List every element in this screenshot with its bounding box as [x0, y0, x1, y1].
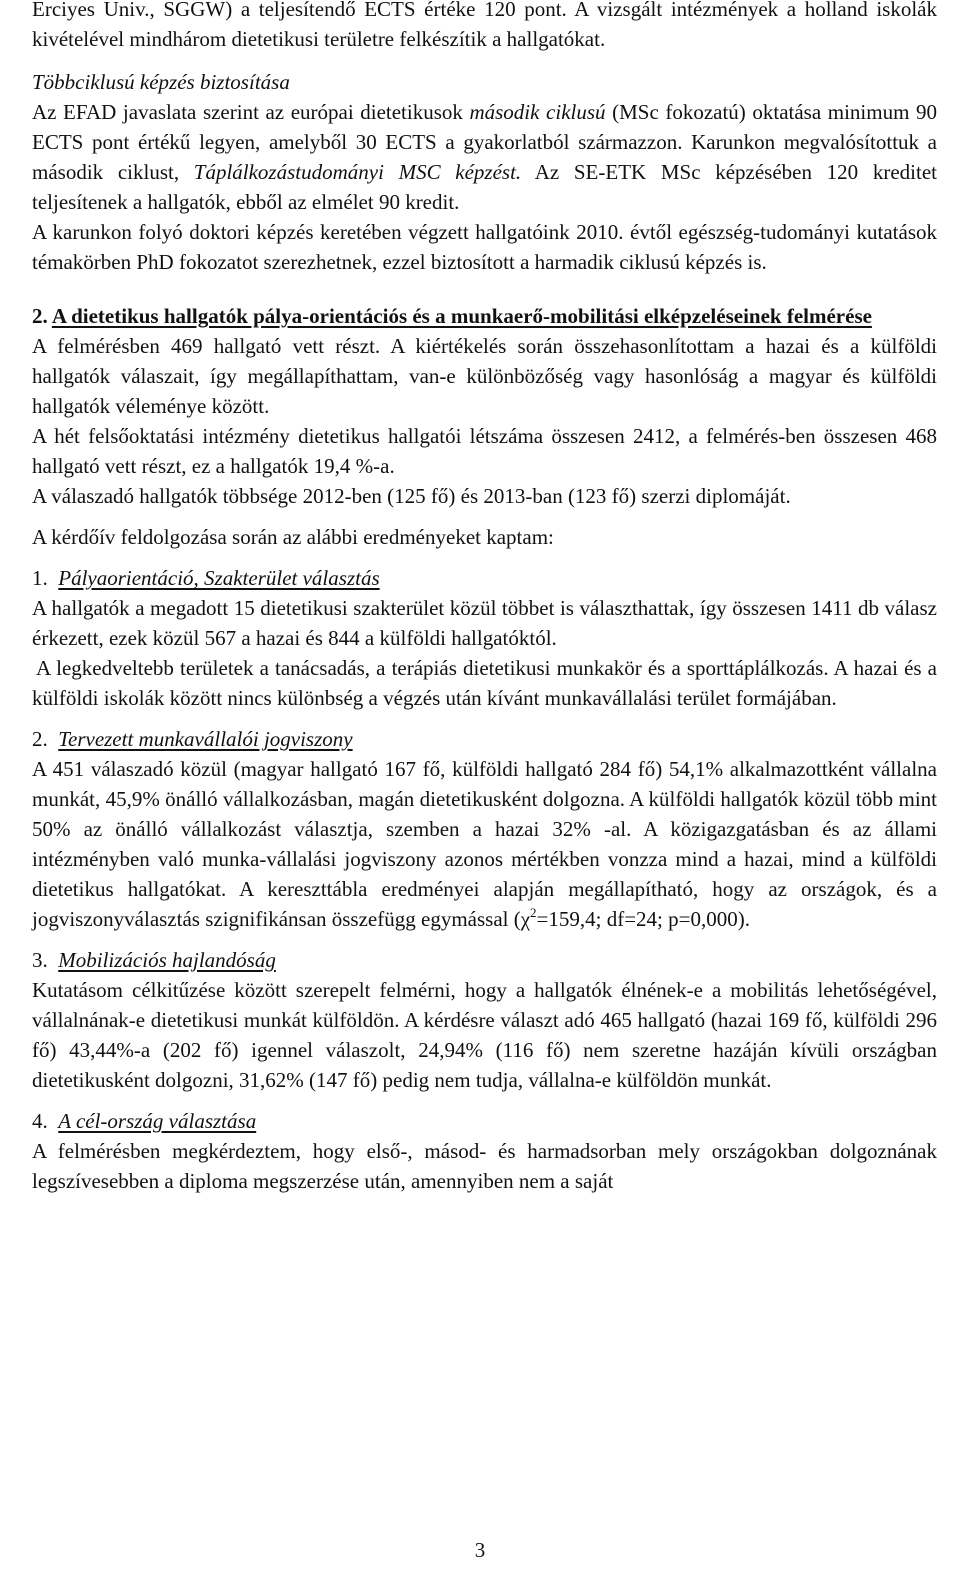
subsection-4-number: 4. [32, 1109, 48, 1133]
subsection-2-title: Tervezett munkavállalói jogviszony [58, 727, 353, 751]
msc-emphasis-2: Táplálkozástudományi MSC képzést. [193, 160, 522, 184]
subsection-1-heading [32, 563, 937, 593]
subsection-2-paragraph [32, 754, 937, 934]
phd-paragraph: A karunkon folyó doktori képzés keretében végzett hallgatóink 2010. évtől egészség-tudományi kutatások témakörben PhD fokozatot szerezhetnek, ezzel biztosított a harmadik ciklusú képzés is. [32, 220, 937, 274]
subsection-1-number: 1. [32, 566, 48, 590]
msc-text-2: (MSc fokozatú) oktatása minimum 90 ECTS pont értékű legyen, amelyből 30 ECTS a gyakorlatból származzon. Karunkon megvalósítottuk a második ciklust, [32, 100, 937, 184]
subsection-2-heading [32, 724, 937, 754]
subsection-1-paragraph-1: A hallgatók a megadott 15 dietetikusi szakterület közül többet is választhattak, így összesen 1411 db válasz érkezett, ezek közül 567 a hazai és 844 a külföldi hallgatóktól. [32, 596, 937, 650]
subsection-3-number: 3. [32, 948, 48, 972]
page-number: 3 [474, 1538, 486, 1562]
graduation-paragraph: A válaszadó hallgatók többsége 2012-ben (125 fő) és 2013-ban (123 fő) szerzi diplomáját. [32, 484, 791, 508]
multi-cycle-heading-text: Többciklusú képzés biztosítása [32, 70, 290, 94]
subsection-1-title: Pályaorientáció, Szakterület választás [58, 566, 380, 590]
multi-cycle-heading [32, 67, 937, 97]
results-intro-paragraph: A kérdőív feldolgozása során az alábbi eredményeket kaptam: [32, 525, 554, 549]
msc-paragraph [32, 97, 937, 217]
section-2-number: 2. [32, 304, 48, 328]
subsection-1-paragraph-2: A legkedveltebb területek a tanácsadás, a terápiás dietetikusi munkakör és a sporttáplálkozás. A hazai és a külföldi iskolák között nincs különbség a végzés után kívánt munkavállalási terület formájában. [32, 656, 937, 710]
intro-paragraph: Erciyes Univ., SGGW) a teljesítendő ECTS értéke 120 pont. A vizsgált intézmények a holland iskolák kivételével mindhárom dietetikusi területre felkészítik a hallgatókat. [32, 0, 937, 51]
subsection-3-heading [32, 945, 937, 975]
subsection-4-title: A cél-ország választása [58, 1109, 257, 1133]
subsection-3-title: Mobilizációs hajlandóság [58, 948, 276, 972]
section-2-title: A dietetikus hallgatók pálya-orientációs és a munkaerő-mobilitási elképzeléseinek felmérése [51, 304, 872, 328]
survey-paragraph: A felmérésben 469 hallgató vett részt. A kiértékelés során összehasonlítottam a hazai és a külföldi hallgatók válaszait, így megállapíthattam, van-e különbözőség vagy hasonlóság a magyar és külföldi hallgatók véleménye között. [32, 334, 937, 418]
msc-emphasis-1: második ciklusú [469, 100, 606, 124]
institutions-paragraph: A hét felsőoktatási intézmény dietetikus hallgatói létszáma összesen 2412, a felmérés-ben összesen 468 hallgató vett részt, ez a hallgatók 19,4 %-a. [32, 424, 937, 478]
subsection-4-paragraph: A felmérésben megkérdeztem, hogy első-, másod- és harmadsorban mely országokban dolgoznának legszívesebben a diploma megszerzése után, amennyiben nem a saját [32, 1139, 937, 1193]
msc-text-1: Az EFAD javaslata szerint az európai dietetikusok [32, 100, 470, 124]
subsection-2-number: 2. [32, 727, 48, 751]
subsection-2-text: A 451 válaszadó közül (magyar hallgató 167 fő, külföldi hallgató 284 fő) 54,1% alkalmazottként vállalna munkát, 45,9% önálló vállalkozásban, magán dietetikusként dolgozna. A külföldi hallgatók közül több mint 50% az önálló vállalkozást választja, szemben a hazai 32% -al. A közigazgatásban és az állami intézményben való munka-vállalási jogviszony azonos mértékben vonzza mind a hazai, mind a külföldi dietetikus hallgatókat. A kereszttábla eredményei alapján megállapítható, hogy az országok, és a jogviszonyválasztás szignifikánsan összefügg egymással (χ [32, 757, 937, 931]
msc-text-3: Az SE-ETK MSc képzésében 120 kreditet teljesítenek a hallgatók, ebből az elmélet 90 kredit. [32, 160, 937, 214]
chi-square-superscript: 2 [530, 905, 537, 920]
subsection-2-text-end: =159,4; df=24; p=0,000). [536, 907, 750, 931]
subsection-4-heading [32, 1106, 937, 1136]
section-2-heading [32, 301, 937, 331]
subsection-3-paragraph: Kutatásom célkitűzése között szerepelt felmérni, hogy a hallgatók élnének-e a mobilitás lehetőségével, vállalnának-e dietetikusi munkát külföldön. A kérdésre választ adó 465 hallgató (hazai 169 fő, külföldi 296 fő) 43,44%-a (202 fő) igennel válaszolt, 24,94% (116 fő) nem szeretne hazáján kívüli országban dietetikusként dolgozni, 31,62% (147 fő) pedig nem tudja, vállalna-e külföldön munkát. [32, 978, 937, 1092]
